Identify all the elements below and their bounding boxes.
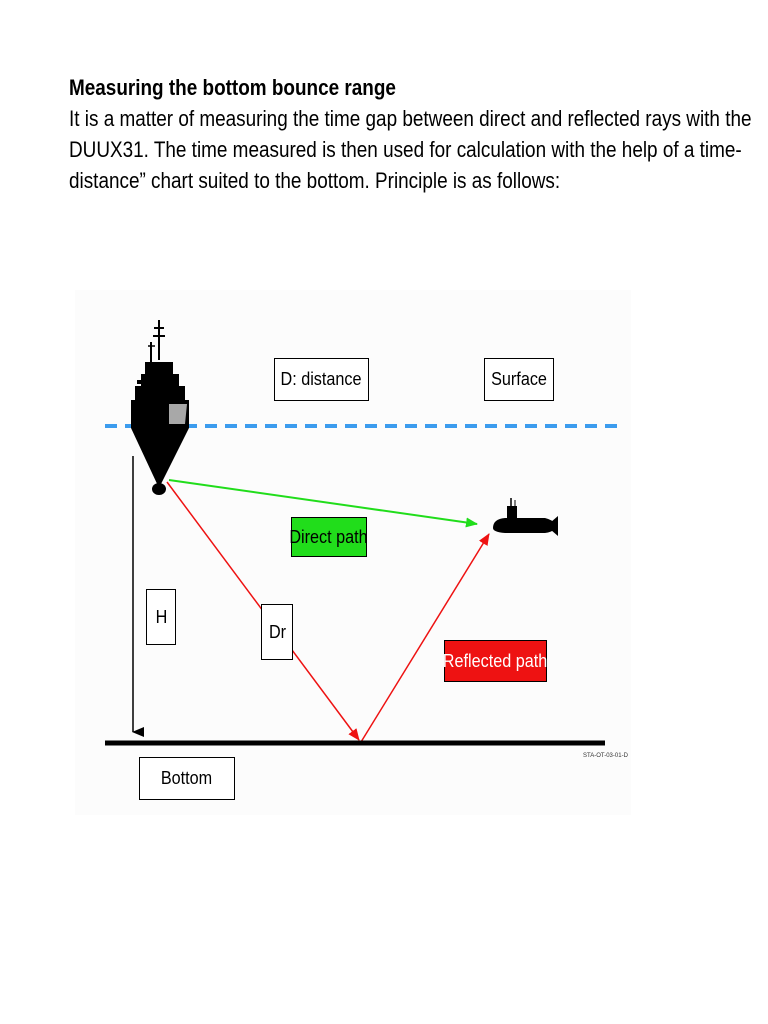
paragraph-line-2: DUUX31. The time measured is then used for calculation with the help of a time- bbox=[69, 137, 742, 162]
text-block bbox=[69, 72, 752, 196]
reflected-path-label bbox=[444, 640, 547, 682]
height-label bbox=[146, 589, 176, 645]
distance-label bbox=[274, 358, 369, 401]
section-heading: Measuring the bottom bounce range bbox=[69, 75, 396, 100]
bottom-label bbox=[139, 757, 235, 800]
direct-path-label bbox=[291, 517, 367, 557]
bottom-label-text: Bottom bbox=[161, 768, 213, 788]
reflected-up-arrow bbox=[361, 534, 489, 742]
paragraph-line-1: It is a matter of measuring the time gap between direct and reflected rays with the bbox=[69, 106, 752, 131]
reflected-ray-label-text: Dr bbox=[268, 621, 286, 642]
distance-label-text: D: distance bbox=[280, 369, 363, 389]
direct-path-label-text: Direct path bbox=[289, 526, 369, 547]
surface-label-text: Surface bbox=[491, 369, 547, 389]
height-label-text: H bbox=[155, 606, 167, 627]
submarine-icon bbox=[493, 498, 558, 536]
bottom-bounce-diagram bbox=[75, 290, 631, 815]
figure-code: STA-OT-03-01-D bbox=[583, 753, 628, 759]
paragraph-line-3: distance” chart suited to the bottom. Principle is as follows: bbox=[69, 168, 561, 193]
reflected-path-label-text: Reflected path bbox=[443, 650, 548, 671]
ship-icon bbox=[131, 320, 189, 495]
reflected-ray-label bbox=[261, 604, 293, 660]
surface-label bbox=[484, 358, 554, 401]
